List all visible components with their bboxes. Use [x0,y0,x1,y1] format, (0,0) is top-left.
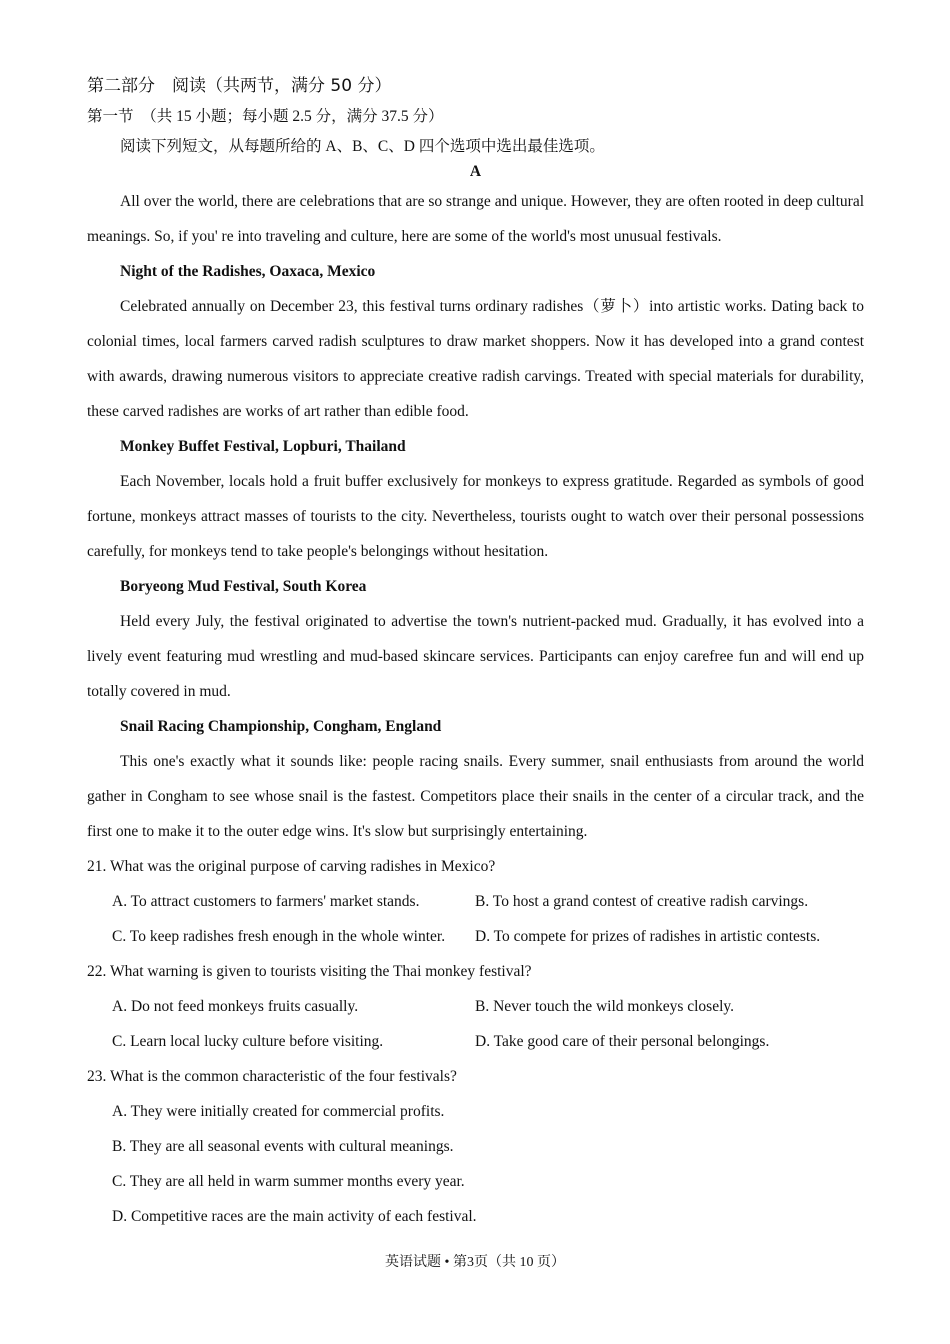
question-stem: 21. What was the original purpose of carving radishes in Mexico? [87,858,496,875]
option-d[interactable]: D. Take good care of their personal belongings. [475,1033,770,1050]
question-stem: 22. What warning is given to tourists visiting the Thai monkey festival? [87,963,532,980]
festival-heading: Monkey Buffet Festival, Lopburi, Thailand [120,438,406,455]
option-row [87,989,864,1024]
option-d[interactable]: D. To compete for prizes of radishes in artistic contests. [475,928,821,945]
festival-heading: Snail Racing Championship, Congham, England [120,718,442,735]
instruction-text: 阅读下列短文，从每题所给的 A、B、C、D 四个选项中选出最佳选项。 [120,138,605,155]
festival-text: Celebrated annually on December 23, this festival turns ordinary radishes（萝卜）into artistic works. Dating back to colonial times, local farmers carved radish sculptures to draw market shoppers. Now it has developed into a grand contest with awards, drawing numerous visitors to appreciate creative radish carvings. Treated with special materials for durability, these carved radishes are works of art rather than edible food. [87,298,864,420]
option-row [87,919,864,954]
festival-text: This one's exactly what it sounds like: people racing snails. Every summer, snail enthusiasts from around the world gather in Congham to see whose snail is the fastest. Competitors place their snails in the center of a circular track, and the first one to make it to the outer edge wins. It's slow but surprisingly entertaining. [87,753,864,840]
option-row [87,1024,864,1059]
option-row [87,884,864,919]
subsection-title: 第一节 （共 15 小题；每小题 2.5 分，满分 37.5 分） [87,108,444,125]
option-a[interactable]: A. They were initially created for commercial profits. [112,1103,445,1120]
exam-page [87,70,864,1234]
option-c[interactable]: C. Learn local lucky culture before visiting. [112,1033,384,1050]
option-a[interactable]: A. Do not feed monkeys fruits casually. [112,998,359,1015]
festival-text: Each November, locals hold a fruit buffer exclusively for monkeys to express gratitude. Regarded as symbols of good fortune, monkeys attract masses of tourists to the city. Nevertheless, tourists ought to watch over their personal possessions carefully, for monkeys tend to take people's belongings without hesitation. [87,473,864,560]
option-a[interactable]: A. To attract customers to farmers' market stands. [112,893,420,910]
festival-heading: Boryeong Mud Festival, South Korea [120,578,367,595]
option-c[interactable]: C. To keep radishes fresh enough in the whole winter. [112,928,446,945]
festival-text: Held every July, the festival originated to advertise the town's nutrient-packed mud. Gradually, it has evolved into a lively event featuring mud wrestling and mud-based skincare services. Participants can enjoy carefree fun and will end up totally covered in mud. [87,613,864,700]
festival-heading: Night of the Radishes, Oaxaca, Mexico [120,263,376,280]
option-b[interactable]: B. To host a grand contest of creative radish carvings. [475,893,809,910]
passage-label: A [469,163,482,180]
section-title: 第二部分 阅读（共两节，满分 50 分） [87,76,392,96]
option-c[interactable]: C. They are all held in warm summer months every year. [112,1173,465,1190]
option-b[interactable]: B. They are all seasonal events with cultural meanings. [112,1138,454,1155]
question-stem: 23. What is the common characteristic of the four festivals? [87,1068,457,1085]
option-b[interactable]: B. Never touch the wild monkeys closely. [475,998,734,1015]
page-footer: 英语试题 • 第3页（共 10 页） [385,1255,565,1270]
option-d[interactable]: D. Competitive races are the main activity of each festival. [112,1208,477,1225]
passage-intro: All over the world, there are celebrations that are so strange and unique. However, they are often rooted in deep cultural meanings. So, if you' re into traveling and culture, here are some of the world's most unusual festivals. [87,193,864,245]
